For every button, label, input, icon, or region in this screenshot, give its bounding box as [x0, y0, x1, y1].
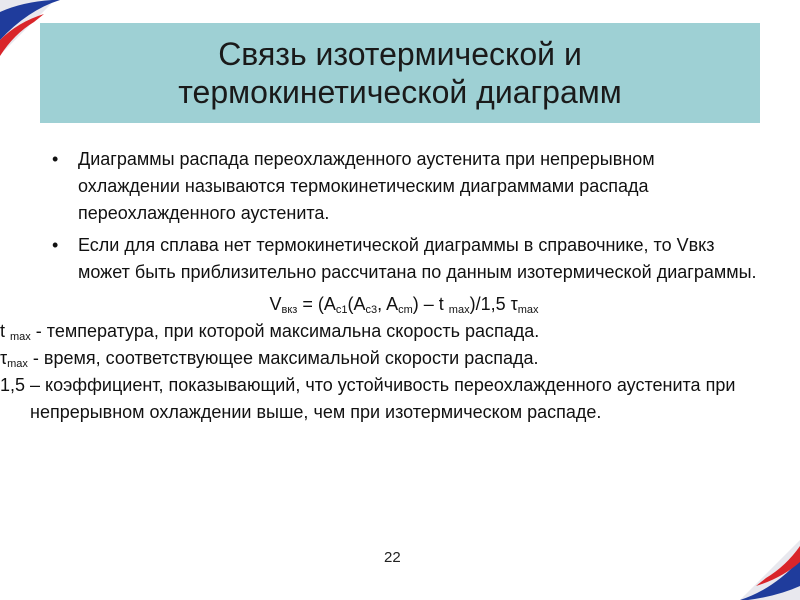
formula-text: (A: [347, 294, 366, 314]
slide-title: [40, 23, 760, 123]
slide-title-line-1: Связь изотермической и: [218, 36, 582, 72]
t-definition-text: - температура, при которой максимальна скорость распада.: [30, 321, 540, 341]
t-subscript: max: [10, 331, 31, 343]
formula-v-subscript: вкз: [281, 304, 298, 316]
tau-subscript: max: [7, 358, 28, 370]
bullet-text: Диаграммы распада переохлажденного аустенита при непрерывном охлаждении называются термокинетическим диаграммами распада переохлажденного аустенита.: [78, 149, 655, 223]
bullet-marker: •: [52, 149, 59, 169]
bullet-item: [48, 146, 760, 227]
formula-subscript: max: [517, 304, 539, 316]
formula-text: ) – t: [412, 294, 449, 314]
page-number: 22: [384, 549, 401, 566]
formula-subscript: c3: [365, 304, 378, 316]
bullet-item: [48, 232, 760, 286]
tau-symbol: τ: [0, 348, 8, 368]
slide-title-line-2: термокинетической диаграмм: [178, 74, 622, 110]
formula-subscript: c1: [335, 304, 348, 316]
definition-t-max: [0, 318, 760, 345]
formula-line: [48, 291, 760, 318]
definition-coefficient: [0, 372, 760, 426]
bullet-text: Если для сплава нет термокинетической диаграммы в справочнике, то Vвкз может быть приблизительно рассчитана по данным изотермической диаграммы.: [78, 235, 757, 282]
formula-text: , A: [377, 294, 399, 314]
definition-tau-max: [0, 345, 760, 372]
tau-definition-text: - время, соответствующее максимальной скорости распада.: [27, 348, 539, 368]
slide-content: [0, 146, 760, 426]
formula-text: )/1,5 τ: [469, 294, 518, 314]
formula-subscript: max: [448, 304, 470, 316]
formula-subscript: cm: [398, 304, 413, 316]
formula-text: = (A: [297, 294, 336, 314]
t-symbol: t: [0, 321, 11, 341]
formula-v: V: [269, 294, 282, 314]
coefficient-definition-text: 1,5 – коэффициент, показывающий, что устойчивость переохлажденного аустенита при непрерывном охлаждении выше, чем при изотермическом распаде.: [0, 375, 736, 422]
bullet-marker: •: [52, 235, 59, 255]
